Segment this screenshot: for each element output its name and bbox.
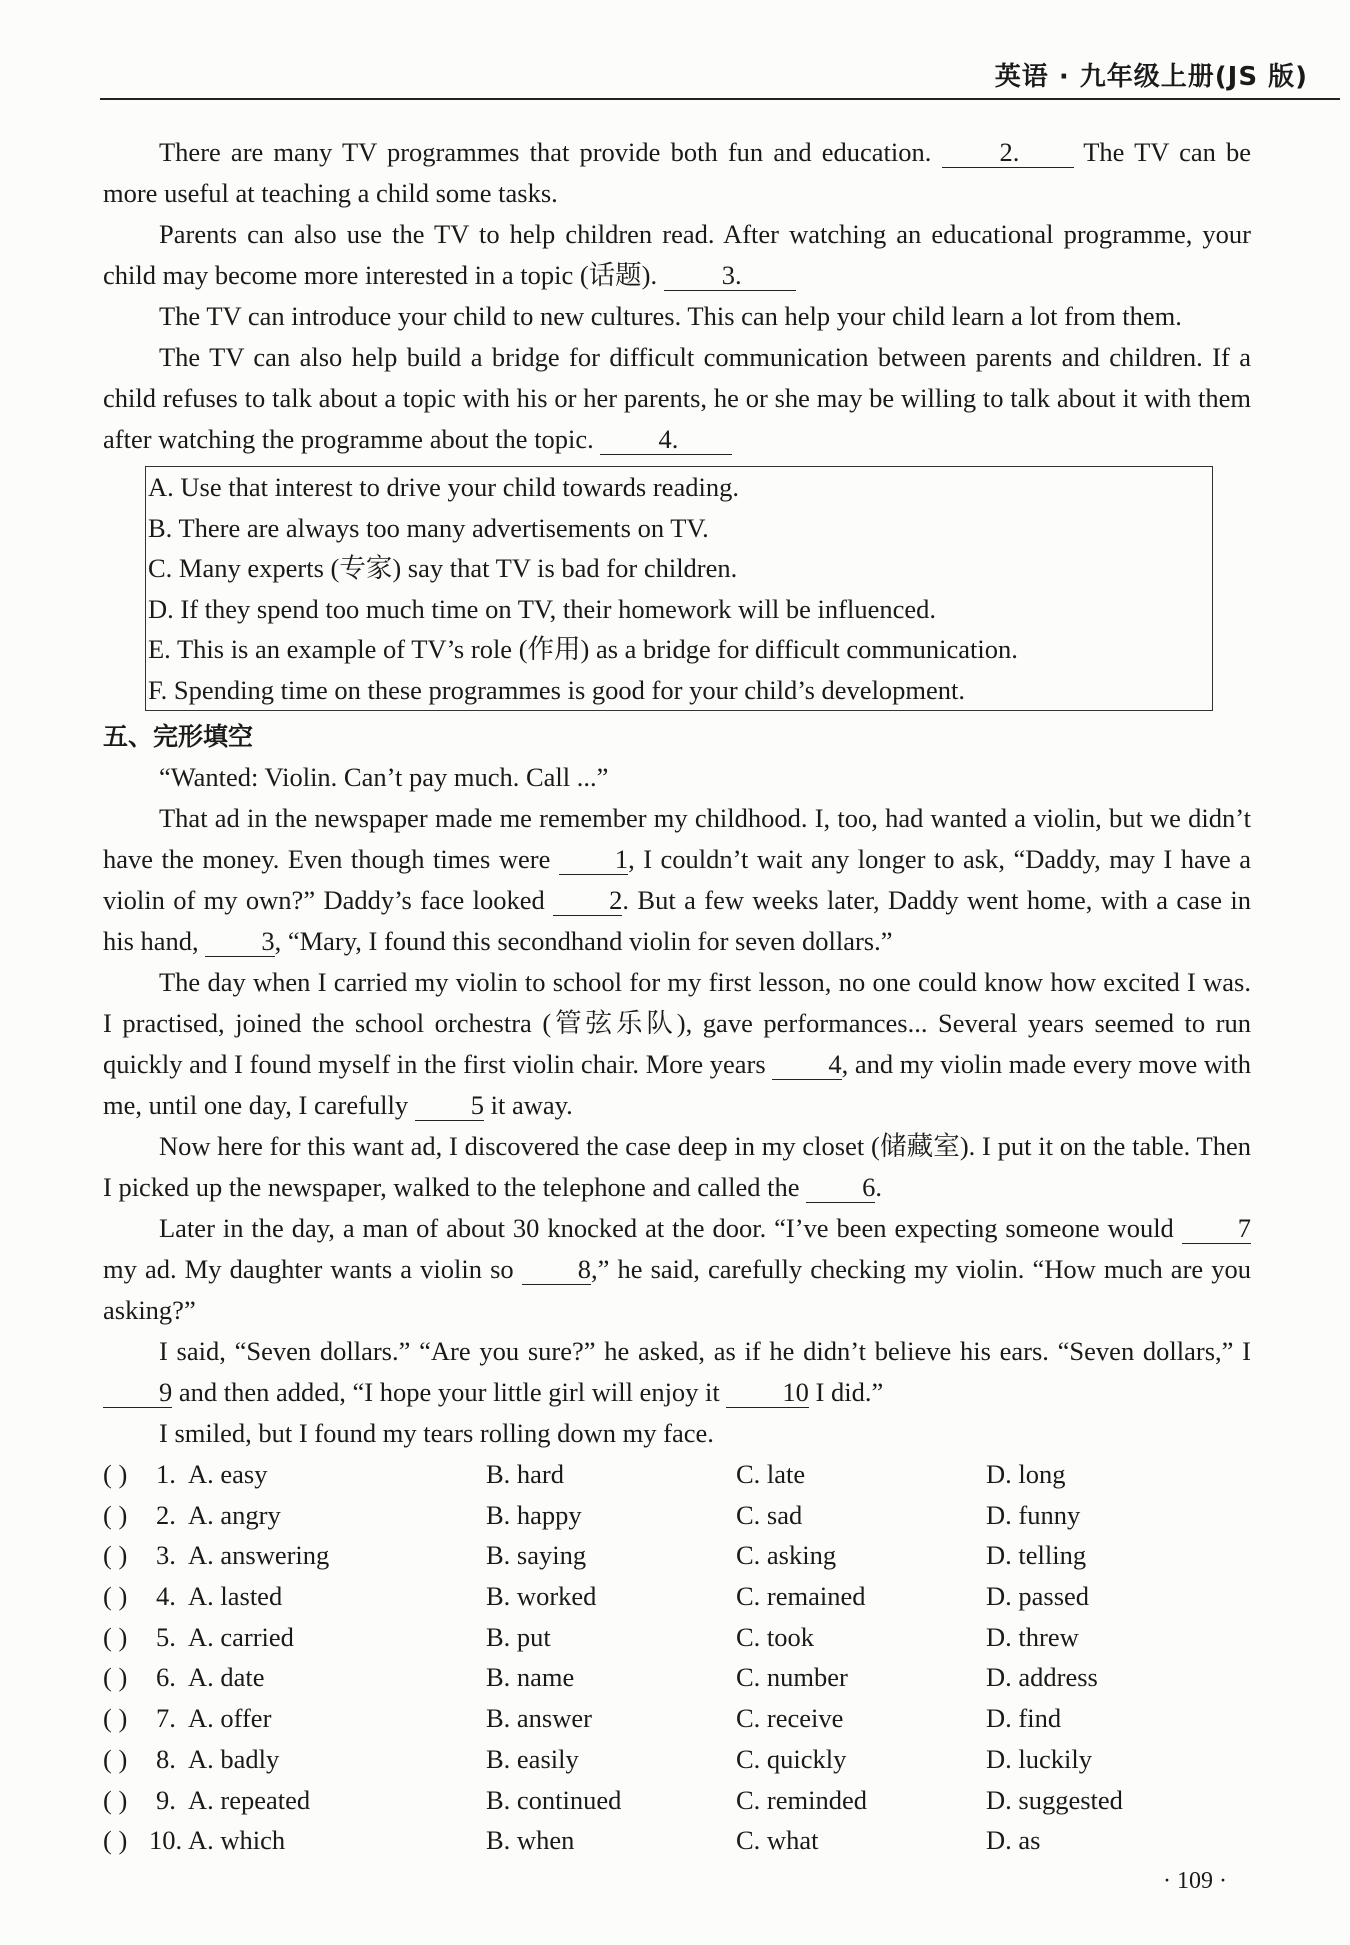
page-content bbox=[103, 132, 1251, 1861]
cloze-blank-1[interactable]: 1 bbox=[559, 844, 628, 875]
choice-b: B. hard bbox=[486, 1459, 565, 1489]
question-row bbox=[103, 1739, 1251, 1780]
cloze-paragraph-2: The day when I carried my violin to school for my first lesson, no one could know how excited I was. I practised, joined the school orchestra (管弦乐队), gave performances... Several years seemed to run quickly and I found myself in the first violin chair. More years 4, and my violin made every move with me, until one day, I carefully 5 it away. bbox=[103, 967, 1251, 1120]
choice-b: B. when bbox=[486, 1825, 575, 1856]
cloze-blank-3[interactable]: 3 bbox=[205, 926, 274, 957]
choice-d: D. find bbox=[986, 1703, 1062, 1734]
answer-parenthesis[interactable]: ( ) bbox=[103, 1662, 128, 1693]
choice-c: C. reminded bbox=[736, 1784, 867, 1815]
question-number: 1. bbox=[156, 1459, 176, 1489]
choice-c: C. quickly bbox=[736, 1743, 847, 1774]
cloze-paragraph-0: “Wanted: Violin. Can’t pay much. Call ...” bbox=[159, 762, 609, 792]
passage-paragraph-1: There are many TV programmes that provide both fun and education. 2. The TV can be more useful at teaching a child some tasks. bbox=[103, 137, 1252, 208]
cloze-paragraph-6: I smiled, but I found my tears rolling down my face. bbox=[159, 1418, 714, 1448]
question-number: 6. bbox=[156, 1662, 176, 1693]
options-box bbox=[145, 466, 1213, 711]
choice-d: D. passed bbox=[986, 1581, 1090, 1612]
cloze-paragraph-1: That ad in the newspaper made me remember my childhood. I, too, had wanted a violin, but we didn’t have the money. Even though times were 1, I couldn’t wait any longer to ask, “Daddy, may I have a violin of my own?” Daddy’s face looked 2. But a few weeks later, Daddy went home, with a case in his hand, 3, “Mary, I found this secondhand violin for seven dollars.” bbox=[103, 803, 1251, 956]
choice-b: B. continued bbox=[486, 1784, 622, 1815]
choice-a: A. angry bbox=[188, 1499, 281, 1530]
choice-a: A. carried bbox=[188, 1621, 294, 1652]
choice-b: B. saying bbox=[486, 1540, 587, 1571]
choice-c: C. receive bbox=[736, 1703, 844, 1734]
cloze-blank-8[interactable]: 8 bbox=[522, 1254, 591, 1285]
passage-paragraph-4: The TV can also help build a bridge for difficult communication between parents and children. If a child refuses to talk about a topic with his or her parents, he or she may be willing to talk about it with them after watching the programme about the topic. 4. bbox=[103, 342, 1251, 454]
option-c: C. Many experts (专家) say that TV is bad for children. bbox=[148, 553, 738, 583]
option-e: E. This is an example of TV’s role (作用) as a bridge for difficult communication. bbox=[148, 634, 1018, 664]
answer-parenthesis[interactable]: ( ) bbox=[103, 1621, 128, 1652]
question-number: 8. bbox=[156, 1743, 176, 1774]
choice-d: D. long bbox=[986, 1459, 1066, 1489]
answer-parenthesis[interactable]: ( ) bbox=[103, 1540, 128, 1571]
answer-parenthesis[interactable]: ( ) bbox=[103, 1459, 128, 1489]
option-d: D. If they spend too much time on TV, their homework will be influenced. bbox=[148, 593, 936, 624]
option-f: F. Spending time on these programmes is good for your child’s development. bbox=[148, 674, 966, 705]
choice-c: C. sad bbox=[736, 1499, 803, 1530]
question-number: 10. bbox=[149, 1825, 183, 1856]
cloze-paragraph-5: I said, “Seven dollars.” “Are you sure?” he asked, as if he didn’t believe his ears. “Seven dollars,” I 9 and then added, “I hope your little girl will enjoy it 10 I did.” bbox=[103, 1331, 1251, 1413]
choice-b: B. easily bbox=[486, 1743, 579, 1774]
section-title-cloze: 五、完形填空 bbox=[103, 722, 254, 751]
cloze-blank-9[interactable]: 9 bbox=[103, 1377, 172, 1408]
choice-a: A. which bbox=[188, 1825, 286, 1856]
answer-parenthesis[interactable]: ( ) bbox=[103, 1743, 128, 1774]
choice-c: C. number bbox=[736, 1662, 848, 1693]
choice-c: C. what bbox=[736, 1825, 819, 1856]
choice-b: B. happy bbox=[486, 1499, 582, 1530]
answer-parenthesis[interactable]: ( ) bbox=[103, 1581, 128, 1612]
question-row bbox=[103, 1535, 1251, 1576]
question-number: 5. bbox=[156, 1621, 176, 1652]
question-row bbox=[103, 1698, 1251, 1739]
answer-parenthesis[interactable]: ( ) bbox=[103, 1499, 128, 1530]
choice-c: C. asking bbox=[736, 1540, 837, 1571]
cloze-paragraph-4: Later in the day, a man of about 30 knocked at the door. “I’ve been expecting someone would 7 my ad. My daughter wants a violin so 8,” he said, carefully checking my violin. “How much are you asking?” bbox=[103, 1213, 1251, 1325]
choice-c: C. remained bbox=[736, 1581, 866, 1612]
choice-d: D. suggested bbox=[986, 1784, 1123, 1815]
choice-d: D. as bbox=[986, 1825, 1041, 1856]
choice-a: A. answering bbox=[188, 1540, 330, 1571]
answer-parenthesis[interactable]: ( ) bbox=[103, 1784, 128, 1815]
question-number: 2. bbox=[156, 1499, 176, 1530]
answer-parenthesis[interactable]: ( ) bbox=[103, 1703, 128, 1734]
choice-c: C. late bbox=[736, 1459, 806, 1489]
header-rule bbox=[100, 98, 1340, 100]
question-number: 4. bbox=[156, 1581, 176, 1612]
question-row bbox=[103, 1617, 1251, 1658]
question-number: 9. bbox=[156, 1784, 176, 1815]
choice-b: B. worked bbox=[486, 1581, 597, 1612]
answer-blank-4[interactable]: 4. bbox=[600, 424, 732, 455]
question-row bbox=[103, 1576, 1251, 1617]
choice-a: A. badly bbox=[188, 1743, 280, 1774]
cloze-blank-6[interactable]: 6 bbox=[806, 1172, 875, 1203]
answer-blank-2[interactable]: 2. bbox=[942, 137, 1074, 168]
answer-parenthesis[interactable]: ( ) bbox=[103, 1825, 128, 1856]
cloze-blank-7[interactable]: 7 bbox=[1182, 1213, 1251, 1244]
passage-paragraph-2: Parents can also use the TV to help children read. After watching an educational programme, your child may become more interested in a topic (话题). 3. bbox=[103, 219, 1251, 290]
option-a: A. Use that interest to drive your child towards reading. bbox=[148, 472, 739, 502]
choice-a: A. easy bbox=[188, 1459, 268, 1489]
question-number: 7. bbox=[156, 1703, 176, 1734]
choice-c: C. took bbox=[736, 1621, 815, 1652]
choice-b: B. put bbox=[486, 1621, 551, 1652]
choice-d: D. address bbox=[986, 1662, 1098, 1693]
page-header: 英语 · 九年级上册(JS 版) bbox=[994, 62, 1308, 92]
question-number: 3. bbox=[156, 1540, 176, 1571]
choice-a: A. repeated bbox=[188, 1784, 311, 1815]
cloze-blank-5[interactable]: 5 bbox=[415, 1090, 484, 1121]
choice-a: A. offer bbox=[188, 1703, 272, 1734]
question-row bbox=[103, 1820, 1251, 1861]
question-row bbox=[103, 1495, 1251, 1536]
choice-d: D. threw bbox=[986, 1621, 1079, 1652]
cloze-blank-2[interactable]: 2 bbox=[553, 885, 622, 916]
choice-a: A. lasted bbox=[188, 1581, 283, 1612]
question-row bbox=[103, 1657, 1251, 1698]
question-row bbox=[103, 1454, 1251, 1495]
page-number: · 109 · bbox=[1163, 1868, 1227, 1894]
question-row bbox=[103, 1780, 1251, 1821]
answer-blank-3[interactable]: 3. bbox=[664, 260, 796, 291]
choice-a: A. date bbox=[188, 1662, 265, 1693]
choice-b: B. answer bbox=[486, 1703, 592, 1734]
choice-d: D. funny bbox=[986, 1499, 1081, 1530]
choice-d: D. telling bbox=[986, 1540, 1087, 1571]
cloze-blank-10[interactable]: 10 bbox=[726, 1377, 809, 1408]
choice-d: D. luckily bbox=[986, 1743, 1092, 1774]
question-list bbox=[103, 1454, 1251, 1861]
cloze-blank-4[interactable]: 4 bbox=[772, 1049, 841, 1080]
passage-paragraph-3: The TV can introduce your child to new cultures. This can help your child learn a lot from them. bbox=[159, 301, 1182, 331]
cloze-paragraph-3: Now here for this want ad, I discovered the case deep in my closet (储藏室). I put it on the table. Then I picked up the newspaper, walked to the telephone and called the 6. bbox=[103, 1131, 1251, 1202]
option-b: B. There are always too many advertisements on TV. bbox=[148, 512, 709, 543]
choice-b: B. name bbox=[486, 1662, 575, 1693]
